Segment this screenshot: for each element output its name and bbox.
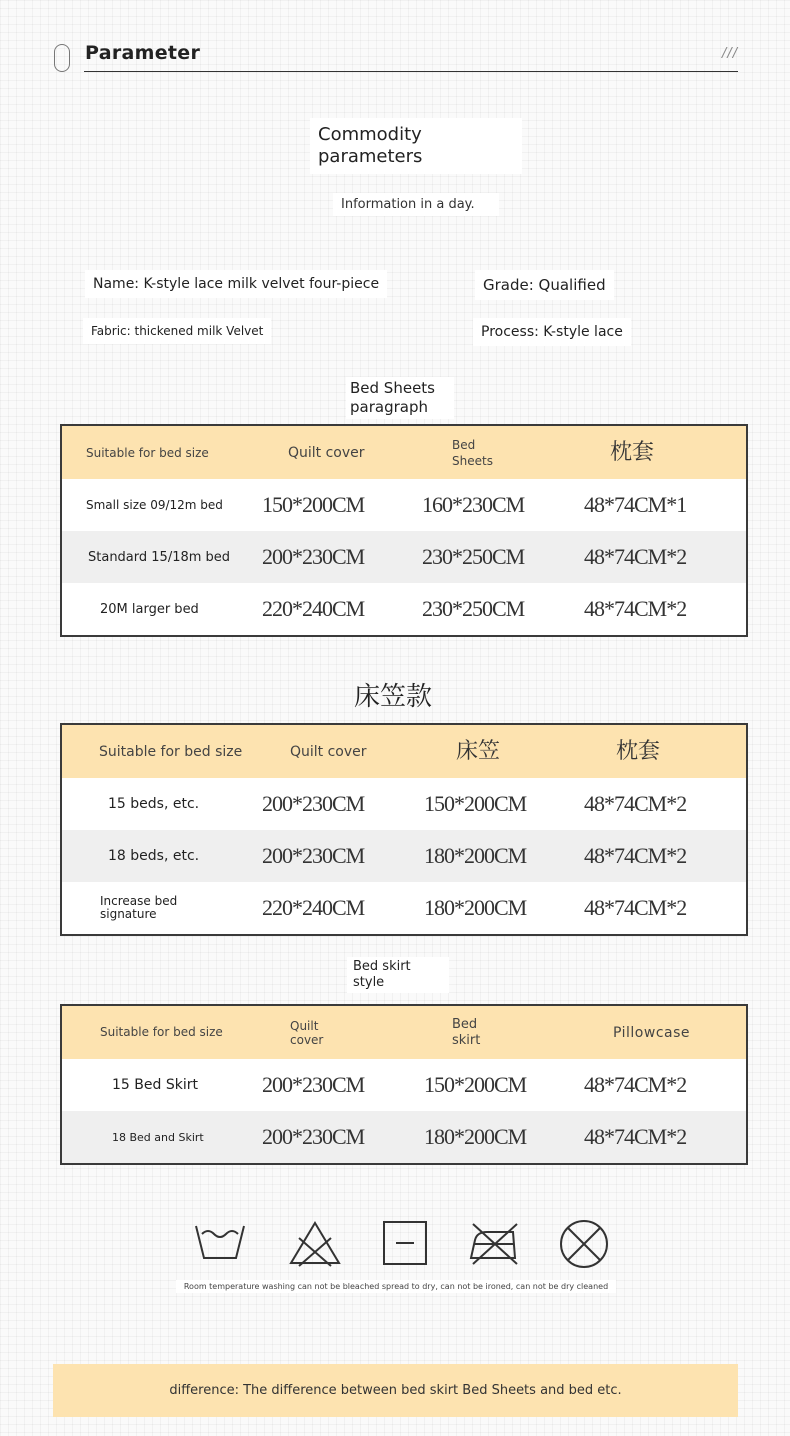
quilt-cover-value: 220*240CM xyxy=(262,596,365,621)
header-cell: Suitable for bed size xyxy=(100,1025,223,1039)
quilt-cover-value: 150*200CM xyxy=(262,492,365,517)
pillowcase-value: 48*74CM*2 xyxy=(584,544,687,569)
header-cell: Quilt cover xyxy=(290,743,367,760)
spec-name: Name: K-style lace milk velvet four-piece xyxy=(85,270,387,298)
decorative-slashes: /// xyxy=(722,46,739,61)
header-cell: Suitable for bed size xyxy=(86,445,209,460)
size-label: Standard 15/18m bed xyxy=(88,549,231,565)
sheets-table xyxy=(60,424,748,637)
no-bleach-icon xyxy=(287,1218,343,1276)
table-row xyxy=(62,479,746,531)
bed-skirt-value: 150*200CM xyxy=(424,1072,527,1097)
pillowcase-value: 48*74CM*2 xyxy=(584,895,687,920)
header-cell: Pillowcase xyxy=(613,1024,691,1041)
quilt-cover-value: 200*230CM xyxy=(262,791,365,816)
header-cell: Quilt cover xyxy=(290,1018,324,1047)
size-label: 18 Bed and Skirt xyxy=(112,1130,204,1144)
table-row xyxy=(62,583,746,635)
fitted-sheet-value: 180*200CM xyxy=(424,895,527,920)
dry-flat-icon xyxy=(380,1218,430,1276)
no-dry-clean-icon xyxy=(558,1218,610,1276)
sheets-section-title: Bed Sheets paragraph xyxy=(346,377,454,419)
header-divider xyxy=(84,71,738,72)
bed-sheet-value: 230*250CM xyxy=(422,544,525,569)
header-cell: Quilt cover xyxy=(288,444,365,461)
skirt-table xyxy=(60,1004,748,1165)
fitted-sheet-value: 150*200CM xyxy=(424,791,527,816)
bed-skirt-value: 180*200CM xyxy=(424,1124,527,1149)
care-icons xyxy=(190,1218,610,1276)
header-cell: 枕套 xyxy=(610,439,655,465)
table-header-row xyxy=(62,1006,746,1059)
size-label: Increase bed signature xyxy=(100,894,178,921)
pillowcase-value: 48*74CM*2 xyxy=(584,1124,687,1149)
wash-30-icon xyxy=(190,1218,250,1276)
header-cell: Bed skirt xyxy=(452,1016,481,1048)
bed-sheet-value: 160*230CM xyxy=(422,492,525,517)
intro-subtitle: Information in a day. xyxy=(333,193,499,216)
footer-note: difference: The difference between bed skirt Bed Sheets and bed etc. xyxy=(53,1364,738,1417)
section-marker-pill xyxy=(54,44,70,72)
pillowcase-value: 48*74CM*2 xyxy=(584,596,687,621)
pillowcase-value: 48*74CM*2 xyxy=(584,843,687,868)
care-instructions: Room temperature washing can not be bleached spread to dry, can not be ironed, can not be dry cleaned xyxy=(176,1280,616,1293)
quilt-cover-value: 220*240CM xyxy=(262,895,365,920)
no-iron-icon xyxy=(467,1218,521,1276)
table-row xyxy=(62,778,746,830)
pillowcase-value: 48*74CM*2 xyxy=(584,791,687,816)
table-row xyxy=(62,882,746,934)
size-label: 20M larger bed xyxy=(100,601,199,617)
table-row xyxy=(62,1111,746,1163)
commodity-title: Commodity parameters xyxy=(310,118,522,174)
header-cell: Suitable for bed size xyxy=(99,743,243,760)
header-cell: Bed Sheets xyxy=(452,437,493,468)
section-title: Parameter xyxy=(85,42,201,64)
spec-process: Process: K-style lace xyxy=(473,318,631,346)
header-cell: 床笠 xyxy=(456,738,501,764)
fitted-section-title: 床笠款 xyxy=(354,682,433,712)
size-label: Small size 09/12m bed xyxy=(86,498,223,512)
size-label: 15 beds, etc. xyxy=(108,796,200,812)
fitted-sheet-value: 180*200CM xyxy=(424,843,527,868)
quilt-cover-value: 200*230CM xyxy=(262,1124,365,1149)
header-cell: 枕套 xyxy=(616,738,661,764)
table-header-row xyxy=(62,725,746,778)
quilt-cover-value: 200*230CM xyxy=(262,544,365,569)
spec-grade: Grade: Qualified xyxy=(475,270,614,300)
table-row xyxy=(62,830,746,882)
table-row xyxy=(62,531,746,583)
skirt-section-title: Bed skirt style xyxy=(347,957,449,993)
spec-fabric: Fabric: thickened milk Velvet xyxy=(83,318,271,344)
size-label: 18 beds, etc. xyxy=(108,848,200,864)
pillowcase-value: 48*74CM*2 xyxy=(584,1072,687,1097)
size-label: 15 Bed Skirt xyxy=(112,1077,198,1093)
pillowcase-value: 48*74CM*1 xyxy=(584,492,687,517)
quilt-cover-value: 200*230CM xyxy=(262,1072,365,1097)
quilt-cover-value: 200*230CM xyxy=(262,843,365,868)
fitted-table xyxy=(60,723,748,936)
bed-sheet-value: 230*250CM xyxy=(422,596,525,621)
table-header-row xyxy=(62,426,746,479)
table-row xyxy=(62,1059,746,1111)
